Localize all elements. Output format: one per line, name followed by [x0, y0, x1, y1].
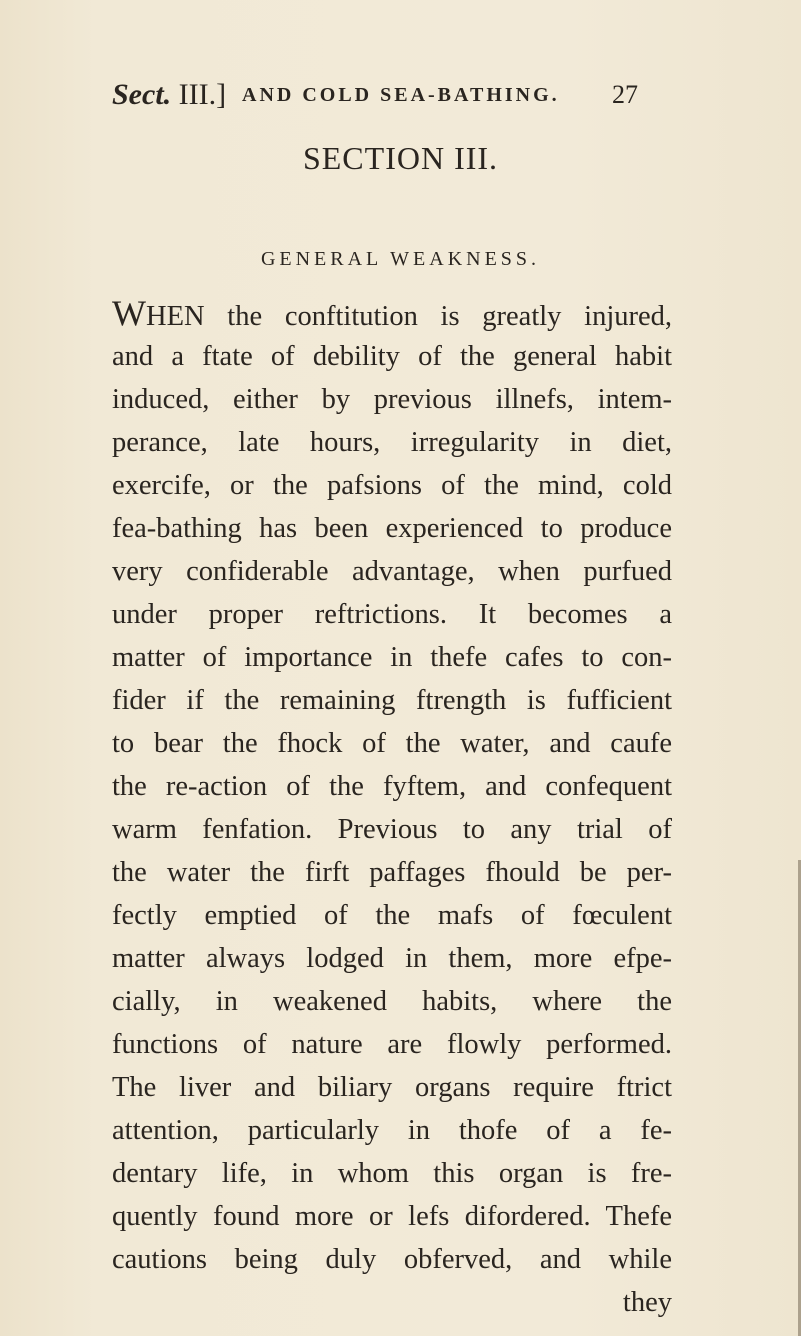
page-number: 27	[612, 80, 638, 109]
running-header	[112, 78, 712, 122]
text-line: the re-action of the fyftem, and confequent	[112, 771, 672, 802]
text-line: WHEN the conftitution is greatly injured,	[112, 293, 672, 333]
text-line: matter of importance in thefe cafes to con-	[112, 642, 672, 673]
text-line: attention, particularly in thofe of a fe-	[112, 1115, 672, 1146]
text-line: matter always lodged in them, more efpe-	[112, 943, 672, 974]
text-line: fectly emptied of the mafs of fœculent	[112, 900, 672, 931]
text-line: the water the firft paffages fhould be per-	[112, 857, 672, 888]
body-text	[112, 292, 672, 1324]
running-title: AND COLD SEA-BATHING.	[242, 84, 560, 106]
text-line: cautions being duly obferved, and while	[112, 1244, 672, 1275]
text-line: and a ftate of debility of the general habit	[112, 341, 672, 372]
text-line: perance, late hours, irregularity in diet,	[112, 427, 672, 458]
section-title: SECTION III.	[302, 140, 499, 176]
text-line: functions of nature are flowly performed.	[112, 1029, 672, 1060]
text-line: induced, either by previous illnefs, intem-	[112, 384, 672, 415]
catchword: they	[622, 1287, 672, 1318]
section-reference: Sect. III.]	[112, 78, 227, 111]
section-subtitle: GENERAL WEAKNESS.	[260, 248, 541, 270]
text-line: exercife, or the pafsions of the mind, cold	[112, 470, 672, 501]
text-line: under proper reftrictions. It becomes a	[112, 599, 672, 630]
text-line: very confiderable advantage, when purfued	[112, 556, 672, 587]
text-line: fider if the remaining ftrength is fufficient	[112, 685, 672, 716]
drop-cap: W	[112, 293, 146, 333]
text-line: dentary life, in whom this organ is fre-	[112, 1158, 672, 1189]
text-line: quently found more or lefs difordered. Thefe	[112, 1201, 672, 1232]
text-line: fea-bathing has been experienced to produce	[112, 513, 672, 544]
text-line: The liver and biliary organs require ftrict	[112, 1072, 672, 1103]
text-line: cially, in weakened habits, where the	[112, 986, 672, 1017]
text-line: to bear the fhock of the water, and caufe	[112, 728, 672, 759]
text-line: warm fenfation. Previous to any trial of	[112, 814, 672, 845]
